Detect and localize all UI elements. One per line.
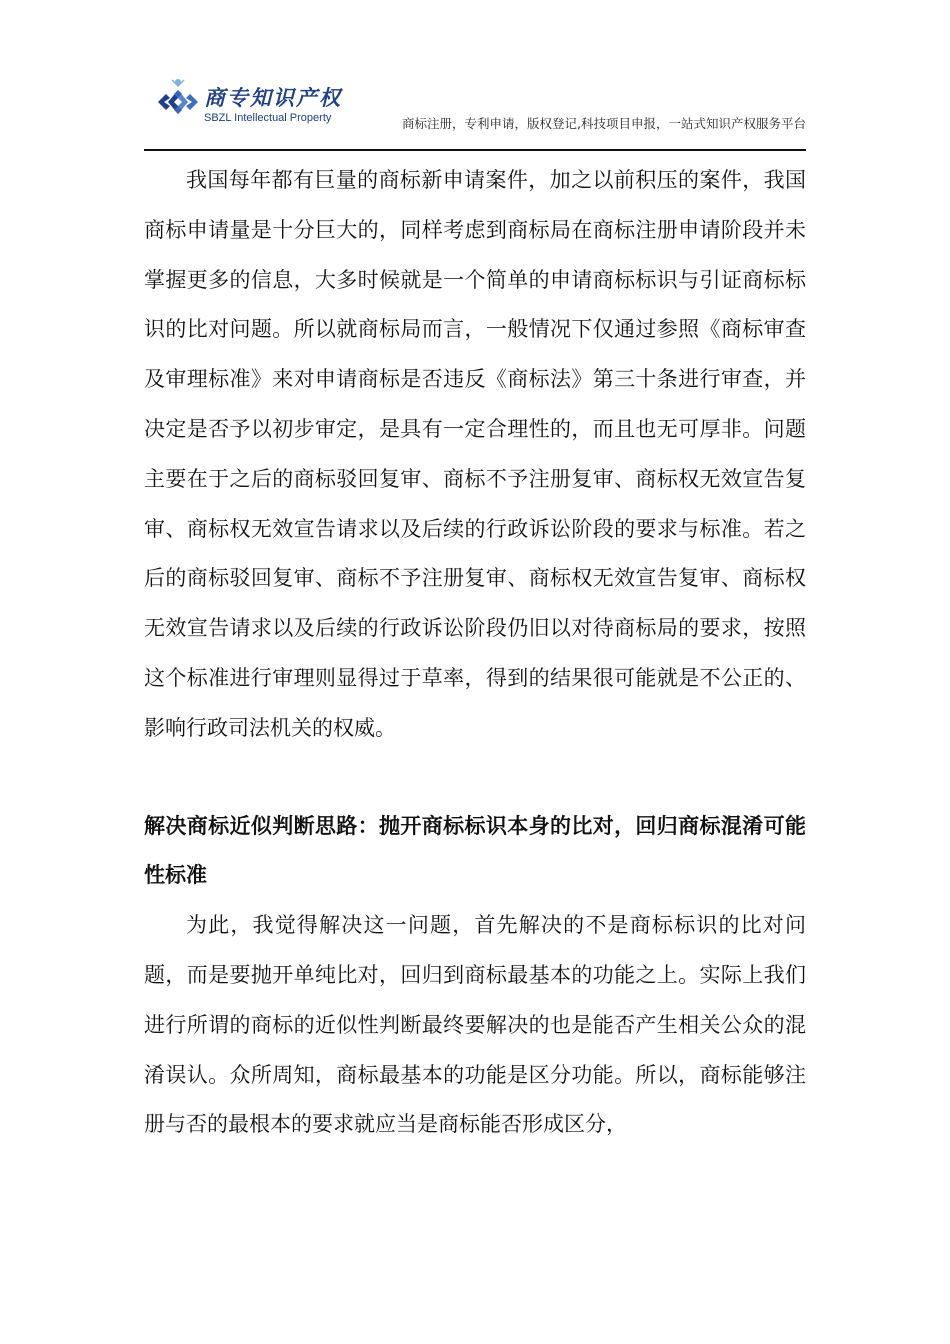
page-header <box>144 70 806 150</box>
header-divider <box>144 149 806 151</box>
logo-chinese-name: 商专知识产权 <box>204 86 342 110</box>
company-logo <box>154 74 354 130</box>
body-paragraph-1: 我国每年都有巨量的商标新申请案件，加之以前积压的案件，我国商标申请量是十分巨大的，同样考虑到商标局在商标注册申请阶段并未掌握更多的信息，大多时候就是一个简单的申请商标标识与引证商标标识的比对问题。所以就商标局而言，一般情况下仅通过参照《商标审查及审理标准》来对申请商标是否违反《商标法》第三十条进行审查，并决定是否予以初步审定，是具有一定合理性的，而且也无可厚非。问题主要在于之后的商标驳回复审、商标不予注册复审、商标权无效宣告复审、商标权无效宣告请求以及后续的行政诉讼阶段的要求与标准。若之后的商标驳回复审、商标不予注册复审、商标权无效宣告复审、商标权无效宣告请求以及后续的行政诉讼阶段仍旧以对待商标局的要求，按照这个标准进行审理则显得过于草率，得到的结果很可能就是不公正的、影响行政司法机关的权威。 <box>144 168 806 740</box>
body-paragraph-2: 为此，我觉得解决这一问题，首先解决的不是商标标识的比对问题，而是要抛开单纯比对，回归到商标最基本的功能之上。实际上我们进行所谓的商标的近似性判断最终要解决的也是能否产生相关公众的混淆误认。众所周知，商标最基本的功能是区分功能。所以，商标能够注册与否的最根本的要求就应当是商标能否形成区分， <box>144 913 806 1137</box>
section-heading: 解决商标近似判断思路：抛开商标标识本身的比对，回归商标混淆可能性标准 <box>144 813 806 888</box>
article-body <box>144 156 806 1150</box>
header-tagline: 商标注册，专利申请，版权登记,科技项目申报，一站式知识产权服务平台 <box>402 116 806 131</box>
logo-english-name: SBZL Intellectual Property <box>204 112 332 124</box>
logo-diamond-icon <box>154 76 202 126</box>
